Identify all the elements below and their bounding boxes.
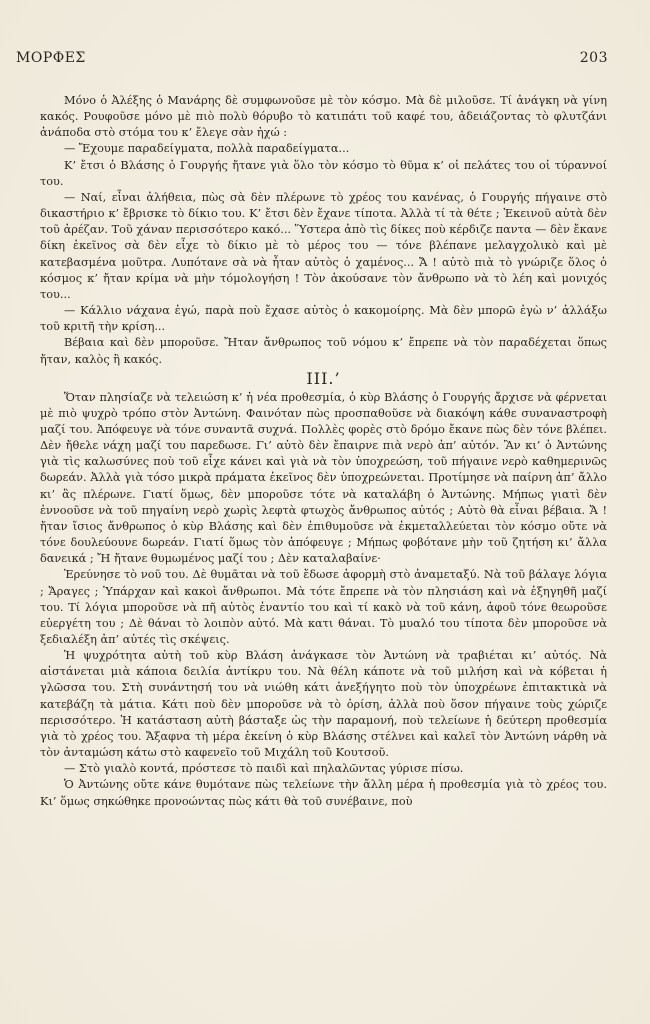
section-heading: III.’ xyxy=(306,368,341,388)
dialogue-line: — Ναί, εἶναι ἀλήθεια, πὼς σὰ δὲν πλέρωνε τὸ χρέος του κανένας, ὁ Γουργής πήγαινε στὸ δικαστήριο κ’ ἔβρισκε τὸ δίκιο του. Κ’ ἔτσι δὲν ἔχανε τίποτα. Ἀλλὰ τί τὰ θέτε ; Ἐκεινοῦ αὐτὰ δὲν τοῦ ἀρέζαν. Τοῦ χάναν περισσότερο κακό... Ὕστερα ἀπὸ τὶς δίκες ποὺ κέρδιζε παντα — δὲν ἔκανε δίκη ἐκεῖνος σὰ δὲν εἶχε τὸ δίκιο μὲ τὸ μέρος του — τόνε βλέπανε μελαγχολικὸ καὶ μὲ κατεβασμένα μοῦτρα. Λυπότανε σὰ νὰ ἦταν αὐτὸς ὁ χαμένος... Ἄ ! αὐτὸ πιὰ τὸ γνώριζε ὅλος ὁ κόσμος κ’ ἤταν κρίμα νὰ μὴν τόμολογήση ! Τὸν ἀκούσανε τὸν ἄνθρωπο νὰ τὸ λέη καὶ μονιχός του... xyxy=(40,190,607,301)
dialogue-line: — Στὸ γιαλὸ κοντά, πρόστεσε τὸ παιδὶ καὶ πηλαλῶντας γύρισε πίσω. xyxy=(64,762,464,776)
dialogue-line: — Κάλλιο νάχανα ἐγώ, παρὰ ποὺ ἔχασε αὐτὸς ὁ κακομοίρης. Μὰ δὲν μπορῶ ἐγὼ ν’ ἀλλάξω τοῦ κριτῆ τὴν κρίση... xyxy=(40,304,607,334)
page-header xyxy=(16,50,608,66)
paragraph: Βέβαια καὶ δὲν μποροῦσε. Ἤταν ἄνθρωπος τοῦ νόμου κ’ ἔπρεπε νὰ τὸν παραδέχεται ὅπως ἤταν, καλὸς ἢ κακός. xyxy=(40,336,607,366)
paragraph: Ὅταν πλησίαζε νὰ τελειώση κ’ ἡ νέα προθεσμία, ὁ κὺρ Βλάσης ὁ Γουργής ἄρχισε νὰ φέρνεται μὲ πιὸ ψυχρὸ τρόπο στὸν Ἀντώνη. Φαινόταν πὼς προσπαθοῦσε νὰ διακόψη κάθε συναναστροφὴ μαζί του. Ἀπόφευγε νὰ τόνε συναντᾶ συχνά. Πολλὲς φορὲς στὸ δρόμο ἔκανε πὼς δὲν τόνε βλέπει. Δὲν ἤθελε νάχη μαζί του παρεδωσε. Γι’ αὐτὸ δὲν ἔπαιρνε πιὰ νερὸ ἀπ’ αὐτόν. Ἂν κι’ ὁ Ἀντώνης γιὰ τὶς καλωσύνες ποὺ τοῦ εἶχε κάνει καὶ γιὰ νὰ τὸν ὑποχρεώση, τοῦ πήγαινε νερὸ καθημερινῶς δωρεάν. Ἀλλὰ γιὰ τόσο μικρὰ πράματα ἐκεῖνος δὲν ὑποχρεώνεται. Προτίμησε νὰ παίρνη ἀπ’ ἄλλο κι’ ἂς πλέρωνε. Γιατί ὅμως, δὲν μποροῦσε τότε νὰ καταλάβη ὁ Ἀντώνης. Μήπως γιατὶ δὲν ἐννοοῦσε νὰ τοῦ πηγαίνη νερὸ χωρὶς λεφτὰ φτωχὸς ἄνθρωπος αὐτός ; Αὐτὸ θὰ εἶναι βέβαια. Ἄ ! ἤταν ἴσιος ἄνθρωπος ὁ κὺρ Βλάσης καὶ δὲν ἐπιθυμοῦσε νὰ ἐκμεταλλεύεται τὸν κόσμο οὔτε νὰ τόνε δουλεύουνε δωρεάν. Γιατί ὅμως τὸν ἀπόφευγε ; Μήπως φοβότανε μὴν τοῦ ζητήση κι’ ἄλλα δανεικά ; Ἤ ἤτανε θυμωμένος μαζί του ; Δὲν καταλαβαίνε· xyxy=(40,390,607,566)
paragraph: Ἡ ψυχρότητα αὐτὴ τοῦ κὺρ Βλάση ἀνάγκασε τὸν Ἀντώνη νὰ τραβιέται κι’ αὐτός. Νὰ αἰστάνεται μιὰ κάποια δειλία ἀντίκρυ του. Νὰ θέλη κάποτε νὰ τοῦ μιλήση καὶ νὰ κόβεται ἡ γλῶσσα του. Στὴ συνάντησή του νὰ νιώθη κάτι ἀνεξήγητο ποὺ τὸν ὑποχρέωνε ἐπιτακτικὰ νὰ κατεβάζη τὰ μάτια. Κάτι ποὺ δὲν μποροῦσε νὰ τὸ ὁρίση, ἀλλὰ ποὺ ὅσον πήγαινε τοὺς χώριζε περισσότερο. Ἡ κατάσταση αὐτὴ βάσταξε ὡς τὴν παραμονή, ποὺ τελείωνε ἡ δεύτερη προθεσμία γιὰ τὸ χρέος του. Ἄξαφνα τὴ μέρα ἐκείνη ὁ κὺρ Βλάσης στέλνει καὶ καλεῖ τὸν Ἀντώνη νάρθη νὰ τὸν ἀνταμώση κάτω στὸ καφενεῖο τοῦ Μιχάλη τοῦ Κουτσοῦ. xyxy=(40,649,607,760)
page-number: 203 xyxy=(579,50,608,66)
body-text xyxy=(40,93,607,810)
running-title: ΜΟΡΦΕΣ xyxy=(16,50,86,66)
paragraph: Ὁ Ἀντώνης οὔτε κάνε θυμότανε πὼς τελείωνε τὴν ἄλλη μέρα ἡ προθεσμία γιὰ τὸ χρέος του. Κι’ ὅμως σηκώθηκε προνοώντας πὼς κάτι θὰ τοῦ συνέβαινε, ποὺ xyxy=(40,778,607,808)
dialogue-line: — Ἔχουμε παραδείγματα, πολλὰ παραδείγματα... xyxy=(64,142,350,156)
paragraph: Ἐρεύνησε τὸ νοῦ του. Δὲ θυμᾶται νὰ τοῦ ἔδωσε ἀφορμὴ στὸ ἀναμεταξύ. Νὰ τοῦ βάλαγε λόγια ; Ἄραγες ; Ὑπάρχαν καὶ κακοὶ ἄνθρωποι. Μὰ τότε ἔπρεπε νὰ τὸν πλησιάση καὶ νὰ ἐξηγηθῆ μαζί του. Τί λόγια μποροῦσε νὰ πῆ αὐτὸς ἐναντίο του καὶ τί κακὸ νὰ τοῦ κάνη, ἀφοῦ τόνε θεωροῦσε εὐεργέτη του ; Δὲ θάναι τὸ λοιπὸν αὐτό. Μὰ κατι θάναι. Τὸ μυαλό του τίποτα δὲν μποροῦσε νὰ ξεδιαλέξη ἀπ’ αὐτές τὶς σκέψεις. xyxy=(40,568,607,646)
paragraph: Κ’ ἔτσι ὁ Βλάσης ὁ Γουργής ἤτανε γιὰ ὅλο τὸν κόσμο τὸ θῦμα κ’ οἱ πελάτες του οἱ τύραννοί του. xyxy=(40,158,607,188)
paragraph: Μόνο ὁ Ἀλέξης ὁ Μανάρης δὲ συμφωνοῦσε μὲ τὸν κόσμο. Μὰ δὲ μιλοῦσε. Τί ἀνάγκη νὰ γίνη κακός. Ρουφοῦσε μόνο μὲ πιὸ πολὺ θόρυβο τὸ κατιπάτι τοῦ καφέ του, ἀδειάζοντας τὸ φλυτζάνι ἀνάποδα στὸ στόμα του κ’ ἔλεγε σὰν ἠχώ : xyxy=(40,94,607,140)
